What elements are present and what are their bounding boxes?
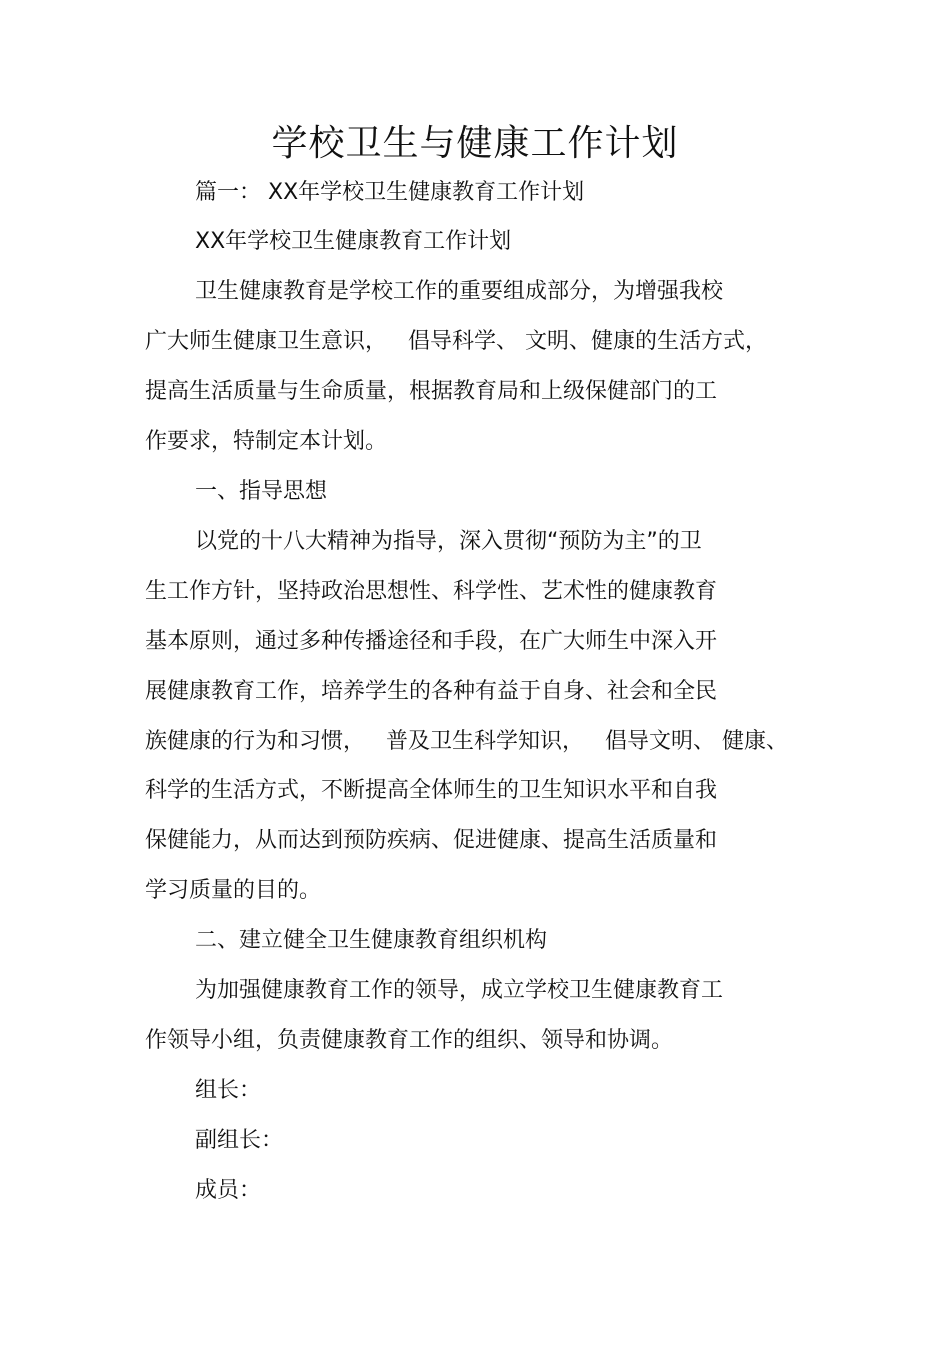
document-title: 学校卫生与健康工作计划 [271, 123, 679, 164]
subtitle-line: 篇一： XX年学校卫生健康教育工作计划 [195, 180, 585, 205]
paragraph-line: 提高生活质量与生命质量，根据教育局和上级保健部门的工 [145, 379, 718, 404]
paragraph-line: 广大师生健康卫生意识， 倡导科学、 文明、健康的生活方式， [145, 329, 767, 354]
paragraph-line: 以党的十八大精神为指导，深入贯彻“预防为主”的卫 [195, 529, 702, 554]
paragraph-line: 基本原则，通过多种传播途径和手段，在广大师生中深入开 [145, 629, 718, 654]
paragraph-line: 学习质量的目的。 [145, 878, 322, 903]
paragraph-line: 展健康教育工作，培养学生的各种有益于自身、社会和全民 [145, 679, 718, 704]
paragraph-line: 族健康的行为和习惯， 普及卫生科学知识， 倡导文明、 健康、 [145, 729, 788, 754]
paragraph-line: 保健能力，从而达到预防疾病、促进健康、提高生活质量和 [145, 828, 718, 853]
members-label: 成员： [195, 1178, 262, 1203]
section-heading: 一、指导思想 [195, 479, 328, 504]
paragraph-line: 生工作方针，坚持政治思想性、科学性、艺术性的健康教育 [145, 579, 718, 604]
paragraph-line: 卫生健康教育是学校工作的重要组成部分，为增强我校 [195, 279, 724, 304]
paragraph-line: 为加强健康教育工作的领导，成立学校卫生健康教育工 [195, 978, 724, 1003]
paragraph-line: 作要求，特制定本计划。 [145, 429, 388, 454]
section-heading: 二、建立健全卫生健康教育组织机构 [195, 928, 548, 953]
group-leader-label: 组长： [195, 1078, 262, 1103]
heading-line: XX年学校卫生健康教育工作计划 [195, 229, 512, 254]
deputy-leader-label: 副组长： [195, 1128, 284, 1153]
paragraph-line: 科学的生活方式，不断提高全体师生的卫生知识水平和自我 [145, 778, 718, 803]
paragraph-line: 作领导小组，负责健康教育工作的组织、领导和协调。 [145, 1028, 674, 1053]
